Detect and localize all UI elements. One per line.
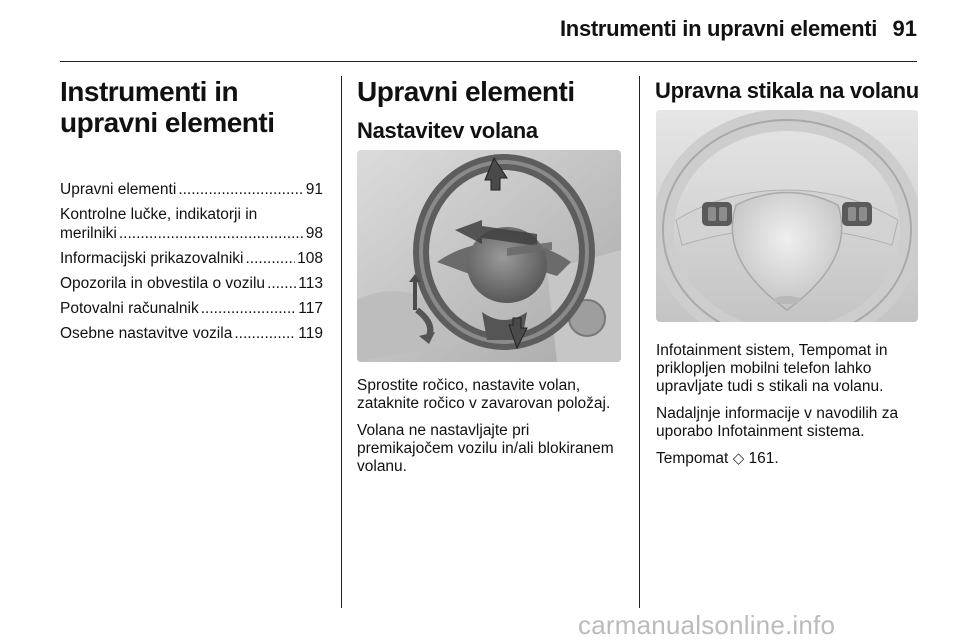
- column-divider-left: [341, 76, 342, 608]
- xref-page: 161.: [748, 450, 779, 467]
- xref-diamond-icon: ◇: [732, 450, 745, 467]
- paragraph: Infotainment sistem, Tempomat in priklopljen mobilni telefon lahko upravljate tudi s stikali na volanu.: [656, 342, 888, 395]
- steering-adjust-illustration: [357, 150, 621, 362]
- toc-item[interactable]: [60, 274, 323, 293]
- toc-item-text: Upravni elementi: [60, 181, 177, 198]
- toc-item-page: 108: [297, 250, 323, 267]
- column-divider-right: [639, 76, 640, 608]
- toc-item[interactable]: [60, 205, 323, 243]
- subsection-title-adjust: Nastavitev volana: [357, 118, 538, 143]
- steering-wheel-controls-illustration: [656, 110, 918, 322]
- body-text-adjust: [357, 377, 629, 485]
- paragraph: Volana ne nastavljajte pri premikajočem vozilu in/ali blokiranem volanu.: [357, 422, 614, 475]
- xref-text: Tempomat: [656, 450, 729, 467]
- toc-item[interactable]: [60, 299, 323, 318]
- toc-item-text: Opozorila in obvestila o vozilu: [60, 275, 266, 292]
- toc-item-page: 98: [305, 225, 323, 242]
- paragraph: Nadaljnje informacije v navodilih za uporabo Infotainment sistema.: [656, 405, 899, 440]
- toc-item-text: Potovalni računalnik: [60, 300, 199, 317]
- paragraph: Sprostite ročico, nastavite volan, zataknite ročico v zavarovan položaj.: [357, 377, 611, 412]
- toc-item-page: 113: [298, 275, 323, 292]
- toc-item-page: 91: [305, 181, 323, 198]
- header-divider: [60, 61, 917, 62]
- running-header-title: Instrumenti in upravni elementi: [560, 16, 878, 41]
- toc-item-text-cont: merilniki: [60, 225, 117, 242]
- toc-item[interactable]: [60, 180, 323, 199]
- toc-item-text: Osebne nastavitve vozila: [60, 325, 233, 342]
- chapter-toc: [60, 180, 323, 349]
- toc-item[interactable]: [60, 249, 323, 268]
- body-text-controls: [656, 342, 918, 477]
- subsection-title-controls: Upravna stikala na volanu: [655, 78, 919, 103]
- toc-item-text: Informacijski prikazovalniki: [60, 250, 244, 267]
- toc-item-text: Kontrolne lučke, indikatorji in: [60, 206, 258, 223]
- toc-item-page: 119: [298, 325, 323, 342]
- chapter-title: Instrumenti in upravni elementi: [60, 76, 275, 138]
- page-number: 91: [892, 16, 917, 41]
- toc-item[interactable]: [60, 324, 323, 343]
- toc-item-page: 117: [298, 300, 323, 317]
- cross-reference[interactable]: [656, 450, 918, 468]
- section-title: Upravni elementi: [357, 76, 575, 107]
- watermark: carmanualsonline.info: [578, 610, 836, 640]
